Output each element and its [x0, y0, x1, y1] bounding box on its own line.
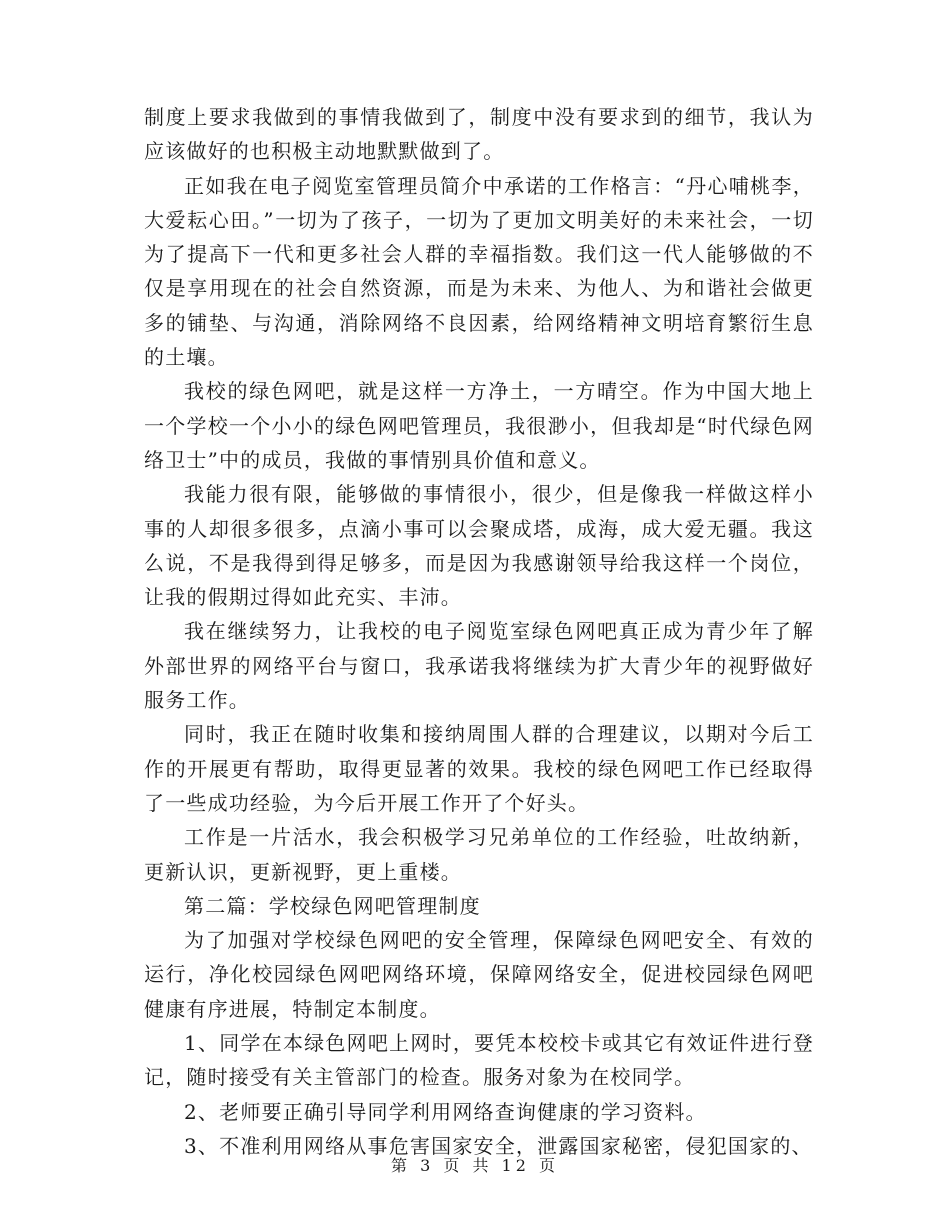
- paragraph-small-things: 我能力很有限，能够做的事情很小，很少，但是像我一样做这样小事的人却很多很多，点滴小事可以会聚成塔，成海，成大爱无疆。我这么说，不是我得到得足够多，而是因为我感谢领导给我这样一个岗位，让我的假期过得如此充实、丰沛。: [144, 482, 814, 610]
- paragraph-continue-effort: 我在继续努力，让我校的电子阅览室绿色网吧真正成为青少年了解外部世界的网络平台与窗口，我承诺我将继续为扩大青少年的视野做好服务工作。: [144, 619, 814, 713]
- paragraph-purpose: 为了加强对学校绿色网吧的安全管理，保障绿色网吧安全、有效的运行，净化校园绿色网吧网络环境，保障网络安全，促进校园绿色网吧健康有序进展，特制定本制度。: [144, 928, 814, 1021]
- page-number-footer: 第 3 页 共 12 页: [391, 1156, 559, 1175]
- document-body: [144, 100, 814, 1163]
- rule-item-3: 3、不准利用网络从事危害国家安全，泄露国家秘密，侵犯国家的、: [184, 1133, 813, 1158]
- section-heading: 第二篇：学校绿色网吧管理制度: [184, 893, 481, 918]
- paragraph-continuation: 制度上要求我做到的事情我做到了，制度中没有要求到的细节，我认为应该做好的也积极主动地默默做到了。: [144, 105, 814, 164]
- rule-item-2: 2、老师要正确引导同学利用网络查询健康的学习资料。: [184, 1099, 707, 1124]
- paragraph-living-water: 工作是一片活水，我会积极学习兄弟单位的工作经验，吐故纳新，更新认识，更新视野，更上重楼。: [144, 825, 814, 884]
- paragraph-motto: 正如我在电子阅览室管理员简介中承诺的工作格言：“丹心哺桃李，大爱耘心田。”一切为了孩子，一切为了更加文明美好的未来社会，一切为了提高下一代和更多社会人群的幸福指数。我们这一代人能够做的不仅是享用现在的社会自然资源，而是为未来、为他人、为和谐社会做更多的铺垫、与沟通，消除网络不良因素，给网络精神文明培育繁衍生息的土壤。: [144, 173, 814, 370]
- paragraph-green-internet-cafe: 我校的绿色网吧，就是这样一方净土，一方晴空。作为中国大地上一个学校一个小小的绿色网吧管理员，我很渺小，但我却是“时代绿色网络卫士”中的成员，我做的事情别具价值和意义。: [144, 379, 814, 472]
- rule-item-1: 1、同学在本绿色网吧上网时，要凭本校校卡或其它有效证件进行登记，随时接受有关主管部门的检查。服务对象为在校同学。: [144, 1031, 814, 1090]
- paragraph-suggestions: 同时，我正在随时收集和接纳周围人群的合理建议，以期对今后工作的开展更有帮助，取得更显著的效果。我校的绿色网吧工作已经取得了一些成功经验，为今后开展工作开了个好头。: [144, 722, 814, 815]
